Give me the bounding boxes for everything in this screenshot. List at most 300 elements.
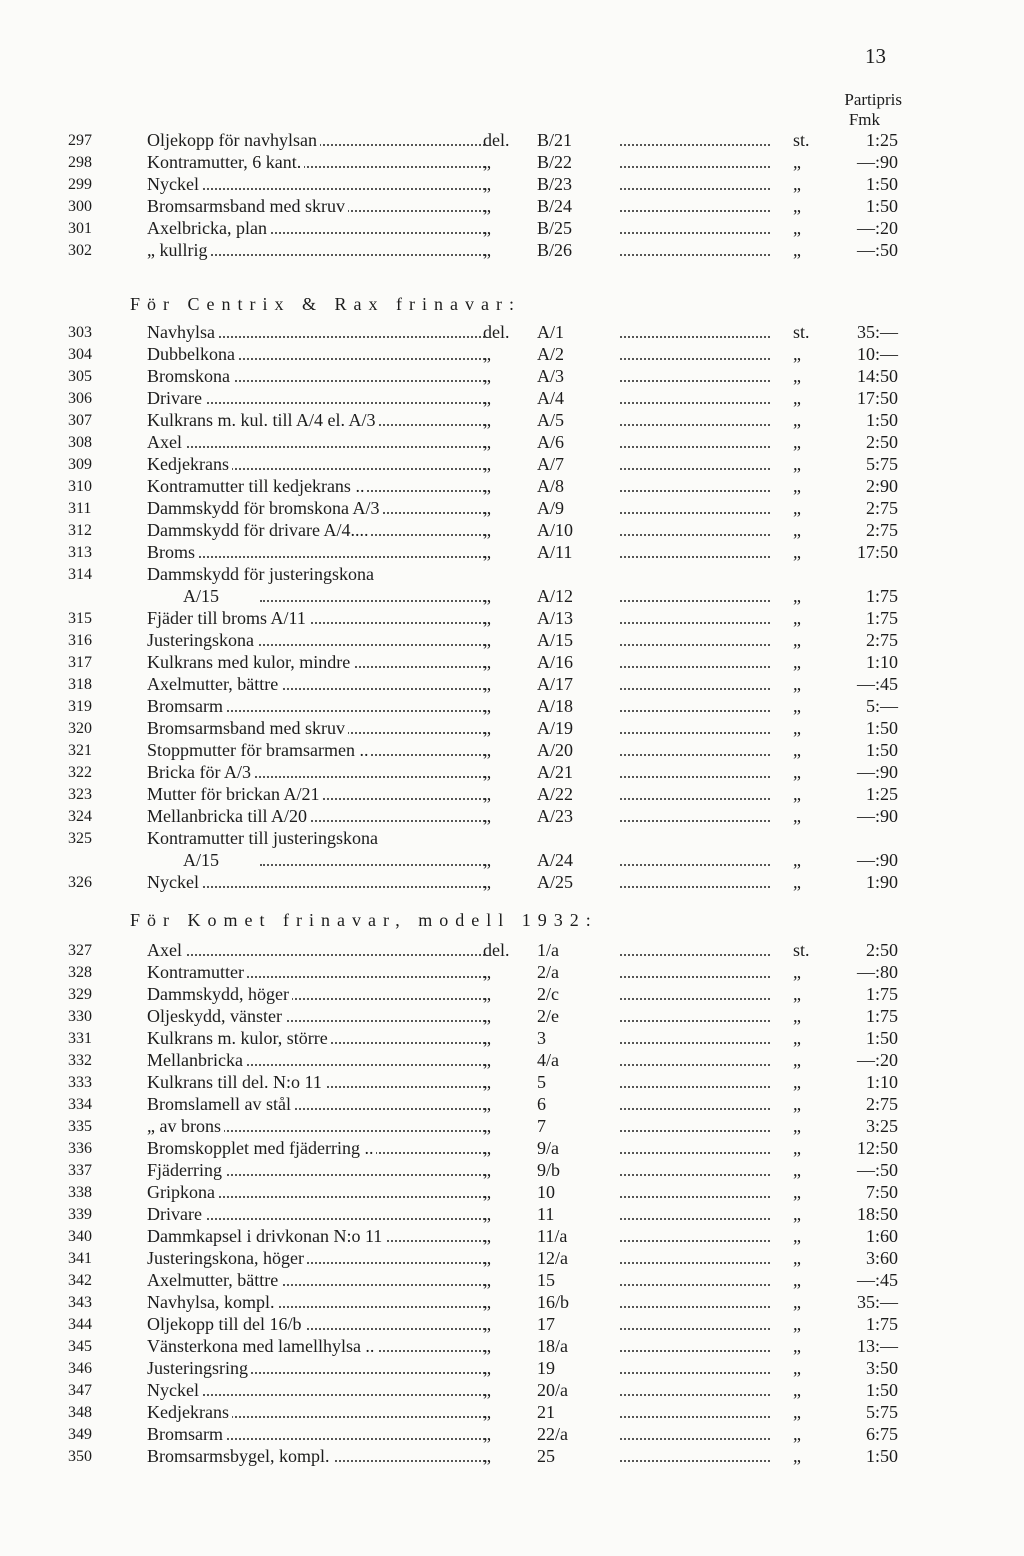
item-price: 1:50 xyxy=(865,196,898,216)
item-code: 19 xyxy=(537,1358,555,1378)
leader-dots xyxy=(620,622,770,624)
item-price: 7:50 xyxy=(865,1182,898,1202)
item-name: Bromsarm xyxy=(147,1424,226,1444)
item-name: Vänsterkona med lamellhylsa .. xyxy=(147,1336,377,1356)
leader-dots xyxy=(620,1218,770,1220)
item-quantity-unit: „ xyxy=(793,498,801,518)
item-name: Kedjekrans xyxy=(147,1402,232,1422)
item-code: A/7 xyxy=(537,454,564,474)
price-row xyxy=(0,152,1024,174)
leader-dots xyxy=(620,232,770,234)
item-name: Nyckel xyxy=(147,1380,202,1400)
price-row xyxy=(0,1028,1024,1050)
item-price: 3:50 xyxy=(865,1358,898,1378)
item-price: 10:— xyxy=(856,344,898,364)
price-row xyxy=(0,740,1024,762)
item-price: —:20 xyxy=(856,218,898,238)
item-name-cell xyxy=(147,322,487,343)
item-number: 345 xyxy=(68,1338,92,1355)
item-unit: „ xyxy=(483,520,491,540)
item-number: 318 xyxy=(68,676,92,693)
leader-dots xyxy=(620,1240,770,1242)
item-name-cell xyxy=(147,218,487,239)
price-row xyxy=(0,1446,1024,1468)
item-number: 346 xyxy=(68,1360,92,1377)
item-name-cell xyxy=(147,630,487,651)
item-number: 321 xyxy=(68,742,92,759)
item-number: 350 xyxy=(68,1448,92,1465)
item-name-cell xyxy=(147,696,487,717)
item-unit: del. xyxy=(483,940,510,960)
leader-dots xyxy=(620,188,770,190)
price-row xyxy=(0,1248,1024,1270)
item-number: 307 xyxy=(68,412,92,429)
item-unit: „ xyxy=(483,174,491,194)
leader-dots xyxy=(620,1460,770,1462)
price-row xyxy=(0,388,1024,410)
item-name: Axelmutter, bättre xyxy=(147,1270,281,1290)
item-number: 340 xyxy=(68,1228,92,1245)
item-name: Axel xyxy=(147,940,185,960)
item-name-cell xyxy=(147,410,487,431)
item-quantity-unit: „ xyxy=(793,1336,801,1356)
leader-dots xyxy=(620,1064,770,1066)
item-number: 341 xyxy=(68,1250,92,1267)
item-price: —:50 xyxy=(856,240,898,260)
leader-dots xyxy=(620,556,770,558)
item-unit: „ xyxy=(483,196,491,216)
item-quantity-unit: „ xyxy=(793,630,801,650)
leader-dots xyxy=(620,1196,770,1198)
item-number: 299 xyxy=(68,176,92,193)
price-row xyxy=(0,828,1024,850)
item-price: 3:60 xyxy=(865,1248,898,1268)
item-price: —:45 xyxy=(856,674,898,694)
item-name: Justeringskona, höger xyxy=(147,1248,307,1268)
item-quantity-unit: „ xyxy=(793,962,801,982)
item-quantity-unit: „ xyxy=(793,850,801,870)
item-unit: „ xyxy=(483,152,491,172)
leader-dots xyxy=(620,976,770,978)
item-code: B/25 xyxy=(537,218,573,238)
item-unit: „ xyxy=(483,1226,491,1246)
item-unit: „ xyxy=(483,1358,491,1378)
price-row xyxy=(0,962,1024,984)
item-unit: „ xyxy=(483,1006,491,1026)
item-name: Dammskydd, höger xyxy=(147,984,292,1004)
item-price: —:80 xyxy=(856,962,898,982)
item-unit: „ xyxy=(483,410,491,430)
item-name-cell xyxy=(147,1094,487,1115)
item-name: Kontramutter xyxy=(147,962,247,982)
item-quantity-unit: „ xyxy=(793,1380,801,1400)
item-price: 14:50 xyxy=(856,366,898,386)
item-unit: „ xyxy=(483,1204,491,1224)
item-name: Justeringsring xyxy=(147,1358,251,1378)
item-number: 311 xyxy=(68,500,92,517)
item-code: 2/c xyxy=(537,984,559,1004)
item-name: Mutter för brickan A/21 xyxy=(147,784,322,804)
item-name: Axelbricka, plan xyxy=(147,218,270,238)
leader-dots xyxy=(620,512,770,514)
price-row xyxy=(0,718,1024,740)
item-code: 18/a xyxy=(537,1336,568,1356)
item-code: B/24 xyxy=(537,196,573,216)
item-code: 1/a xyxy=(537,940,559,960)
leader-dots xyxy=(620,424,770,426)
item-name-cell xyxy=(147,498,487,519)
item-name-cell xyxy=(147,1292,487,1313)
item-code: A/19 xyxy=(537,718,573,738)
leader-dots xyxy=(620,820,770,822)
item-quantity-unit: „ xyxy=(793,1226,801,1246)
item-price: 12:50 xyxy=(856,1138,898,1158)
item-code: A/17 xyxy=(537,674,573,694)
item-name-cell xyxy=(147,1424,487,1445)
item-unit: „ xyxy=(483,984,491,1004)
item-name: Bromslamell av stål xyxy=(147,1094,294,1114)
item-price: 35:— xyxy=(856,322,898,342)
item-unit: „ xyxy=(483,1270,491,1290)
item-quantity-unit: „ xyxy=(793,432,801,452)
item-code: 16/b xyxy=(537,1292,570,1312)
leader-dots xyxy=(620,210,770,212)
price-row xyxy=(0,1402,1024,1424)
item-name-cell xyxy=(147,1204,487,1225)
item-price: 1:60 xyxy=(865,1226,898,1246)
item-quantity-unit: „ xyxy=(793,1006,801,1026)
price-row xyxy=(0,1336,1024,1358)
item-code: A/24 xyxy=(537,850,573,870)
item-name: Kulkrans till del. N:o 11 xyxy=(147,1072,325,1092)
item-unit: „ xyxy=(483,696,491,716)
item-price: 1:10 xyxy=(865,652,898,672)
price-row xyxy=(0,1094,1024,1116)
item-price: 2:75 xyxy=(865,1094,898,1114)
price-row xyxy=(0,476,1024,498)
item-code: A/5 xyxy=(537,410,564,430)
item-unit: „ xyxy=(483,1094,491,1114)
item-unit: „ xyxy=(483,652,491,672)
item-name: Oljekopp till del 16/b xyxy=(147,1314,305,1334)
item-number: 335 xyxy=(68,1118,92,1135)
item-price: 1:50 xyxy=(865,1380,898,1400)
price-row xyxy=(0,1358,1024,1380)
item-name: Bromsarmsbygel, kompl. xyxy=(147,1446,333,1466)
item-unit: „ xyxy=(483,872,491,892)
price-row xyxy=(0,1050,1024,1072)
item-unit: „ xyxy=(483,784,491,804)
item-code: 7 xyxy=(537,1116,546,1136)
item-unit: „ xyxy=(483,740,491,760)
item-code: B/26 xyxy=(537,240,573,260)
price-row xyxy=(0,454,1024,476)
item-name: Gripkona xyxy=(147,1182,218,1202)
item-number: 310 xyxy=(68,478,92,495)
item-name: Nyckel xyxy=(147,872,202,892)
item-number: 301 xyxy=(68,220,92,237)
item-code: A/2 xyxy=(537,344,564,364)
item-price: —:90 xyxy=(856,152,898,172)
item-unit: „ xyxy=(483,476,491,496)
item-code: 17 xyxy=(537,1314,555,1334)
item-name: Kulkrans m. kulor, större xyxy=(147,1028,331,1048)
item-unit: „ xyxy=(483,1072,491,1092)
item-quantity-unit: „ xyxy=(793,696,801,716)
leader-dots xyxy=(620,688,770,690)
item-price: 13:— xyxy=(856,1336,898,1356)
item-price: 6:75 xyxy=(865,1424,898,1444)
price-list-group-2 xyxy=(0,322,1024,894)
leader-dots xyxy=(620,864,770,866)
item-unit: „ xyxy=(483,1050,491,1070)
item-quantity-unit: „ xyxy=(793,1446,801,1466)
item-name: Mellanbricka xyxy=(147,1050,246,1070)
item-code: 2/a xyxy=(537,962,559,982)
item-unit: „ xyxy=(483,1292,491,1312)
item-number: 327 xyxy=(68,942,92,959)
item-unit: „ xyxy=(483,1182,491,1202)
currency-header: Fmk xyxy=(848,110,880,129)
item-quantity-unit: „ xyxy=(793,1270,801,1290)
leader-dots xyxy=(620,1306,770,1308)
item-number: 337 xyxy=(68,1162,92,1179)
item-code: A/8 xyxy=(537,476,564,496)
item-name-cell xyxy=(147,196,487,217)
item-name: Dammskydd för bromskona A/3 xyxy=(147,498,382,518)
item-unit: „ xyxy=(483,762,491,782)
item-name-cell xyxy=(147,454,487,475)
item-code: A/1 xyxy=(537,322,564,342)
item-quantity-unit: „ xyxy=(793,1402,801,1422)
leader-dots xyxy=(620,1020,770,1022)
item-name-cell xyxy=(147,476,487,497)
price-row xyxy=(0,674,1024,696)
item-code: 11 xyxy=(537,1204,555,1224)
item-unit: „ xyxy=(483,240,491,260)
item-number: 338 xyxy=(68,1184,92,1201)
item-code: A/18 xyxy=(537,696,573,716)
price-row xyxy=(0,1204,1024,1226)
item-name-cell xyxy=(147,940,487,961)
item-quantity-unit: „ xyxy=(793,1094,801,1114)
item-name-cell xyxy=(147,1006,487,1027)
item-code: A/25 xyxy=(537,872,573,892)
item-number: 317 xyxy=(68,654,92,671)
leader-dots xyxy=(620,666,770,668)
price-row xyxy=(0,410,1024,432)
item-code: B/23 xyxy=(537,174,573,194)
item-price: 5:— xyxy=(865,696,898,716)
item-name: Oljekopp för navhylsan xyxy=(147,130,320,150)
item-name-cell xyxy=(147,652,487,673)
item-name-cell xyxy=(147,872,487,893)
item-price: 1:75 xyxy=(865,608,898,628)
price-row xyxy=(0,498,1024,520)
price-row xyxy=(0,1006,1024,1028)
item-name: Bromsarmsband med skruv xyxy=(147,718,348,738)
item-code: A/16 xyxy=(537,652,573,672)
item-name-cell xyxy=(147,1358,487,1379)
item-name: Dammskydd för drivare A/4.... xyxy=(147,520,371,540)
item-price: —:90 xyxy=(856,762,898,782)
item-name: Mellanbricka till A/20 xyxy=(147,806,310,826)
leader-dots xyxy=(620,798,770,800)
item-number: 314 xyxy=(68,566,92,583)
item-quantity-unit: „ xyxy=(793,1160,801,1180)
price-row xyxy=(0,984,1024,1006)
item-unit: „ xyxy=(483,1336,491,1356)
leader-dots xyxy=(620,1262,770,1264)
leader-dots xyxy=(620,144,770,146)
item-quantity-unit: „ xyxy=(793,454,801,474)
item-price: 1:50 xyxy=(865,174,898,194)
item-quantity-unit: „ xyxy=(793,344,801,364)
item-price: 1:50 xyxy=(865,1028,898,1048)
item-number: 312 xyxy=(68,522,92,539)
item-unit: „ xyxy=(483,1028,491,1048)
item-unit: „ xyxy=(483,366,491,386)
item-price: 1:75 xyxy=(865,586,898,606)
item-quantity-unit: „ xyxy=(793,652,801,672)
item-name: Fjäderring xyxy=(147,1160,225,1180)
item-code: A/15 xyxy=(537,630,573,650)
item-quantity-unit: „ xyxy=(793,806,801,826)
leader-dots xyxy=(620,380,770,382)
item-number: 298 xyxy=(68,154,92,171)
item-unit: „ xyxy=(483,718,491,738)
price-row xyxy=(0,322,1024,344)
price-row xyxy=(0,850,1024,872)
item-code: 3 xyxy=(537,1028,546,1048)
item-price: 17:50 xyxy=(856,542,898,562)
item-quantity-unit: „ xyxy=(793,984,801,1004)
price-row xyxy=(0,1270,1024,1292)
price-row xyxy=(0,762,1024,784)
item-code: B/21 xyxy=(537,130,573,150)
section-title-komet: För Komet frinavar, modell 1932: xyxy=(130,910,598,930)
leader-dots xyxy=(620,710,770,712)
item-quantity-unit: st. xyxy=(793,322,810,342)
item-name: Navhylsa xyxy=(147,322,218,342)
item-unit: „ xyxy=(483,608,491,628)
price-row xyxy=(0,240,1024,262)
item-quantity-unit: „ xyxy=(793,1292,801,1312)
item-quantity-unit: „ xyxy=(793,174,801,194)
item-name: Drivare xyxy=(147,388,205,408)
item-number: 309 xyxy=(68,456,92,473)
item-name-cell xyxy=(147,542,487,563)
item-number: 319 xyxy=(68,698,92,715)
item-price: 2:75 xyxy=(865,498,898,518)
item-unit: „ xyxy=(483,586,491,606)
price-row xyxy=(0,608,1024,630)
item-quantity-unit: „ xyxy=(793,218,801,238)
price-row xyxy=(0,520,1024,542)
item-name-cell xyxy=(147,1182,487,1203)
item-number: 330 xyxy=(68,1008,92,1025)
item-price: 1:25 xyxy=(865,784,898,804)
item-quantity-unit: „ xyxy=(793,388,801,408)
item-number: 313 xyxy=(68,544,92,561)
item-quantity-unit: „ xyxy=(793,240,801,260)
item-unit: „ xyxy=(483,1402,491,1422)
item-name: Dubbelkona xyxy=(147,344,238,364)
leader-dots xyxy=(620,754,770,756)
item-name-cell xyxy=(147,1402,487,1423)
item-name: Nyckel xyxy=(147,174,202,194)
section-title-centrix-rax: För Centrix & Rax frinavar: xyxy=(130,294,521,314)
item-name: A/15 xyxy=(183,586,222,606)
item-code: A/12 xyxy=(537,586,573,606)
price-row xyxy=(0,586,1024,608)
price-row xyxy=(0,1182,1024,1204)
item-code: A/4 xyxy=(537,388,564,408)
item-name-cell xyxy=(147,1116,487,1137)
item-quantity-unit: „ xyxy=(793,1072,801,1092)
leader-dots xyxy=(620,446,770,448)
item-name-cell xyxy=(147,564,487,585)
leader-dots xyxy=(620,1350,770,1352)
item-name-cell xyxy=(147,152,487,173)
leader-dots xyxy=(620,1284,770,1286)
item-name-cell xyxy=(147,130,487,151)
item-quantity-unit: st. xyxy=(793,130,810,150)
item-unit: „ xyxy=(483,1446,491,1466)
item-unit: „ xyxy=(483,1248,491,1268)
leader-dots xyxy=(620,1394,770,1396)
item-name: Kontramutter till justeringskona xyxy=(147,828,381,848)
item-name: Navhylsa, kompl. xyxy=(147,1292,278,1312)
item-unit: „ xyxy=(483,962,491,982)
item-code: 9/b xyxy=(537,1160,561,1180)
item-price: —:45 xyxy=(856,1270,898,1290)
item-number: 344 xyxy=(68,1316,92,1333)
item-name: A/15 xyxy=(183,850,222,870)
item-quantity-unit: „ xyxy=(793,410,801,430)
item-name-cell xyxy=(147,1226,487,1247)
price-row xyxy=(0,432,1024,454)
price-row xyxy=(0,1226,1024,1248)
price-row xyxy=(0,940,1024,962)
item-price: 1:90 xyxy=(865,872,898,892)
item-number: 323 xyxy=(68,786,92,803)
item-quantity-unit: „ xyxy=(793,608,801,628)
item-price: 18:50 xyxy=(856,1204,898,1224)
price-row xyxy=(0,366,1024,388)
item-number: 349 xyxy=(68,1426,92,1443)
item-name: Stoppmutter för bramsarmen .. xyxy=(147,740,371,760)
item-name-cell xyxy=(147,718,487,739)
item-price: —:50 xyxy=(856,1160,898,1180)
item-price: 2:75 xyxy=(865,520,898,540)
price-row xyxy=(0,1116,1024,1138)
item-quantity-unit: „ xyxy=(793,542,801,562)
price-row xyxy=(0,1314,1024,1336)
item-quantity-unit: „ xyxy=(793,718,801,738)
item-unit: „ xyxy=(483,674,491,694)
item-number: 343 xyxy=(68,1294,92,1311)
item-name-cell xyxy=(147,432,487,453)
item-name-cell xyxy=(147,784,487,805)
item-unit: „ xyxy=(483,498,491,518)
item-number: 339 xyxy=(68,1206,92,1223)
item-code: A/21 xyxy=(537,762,573,782)
item-name: Broms xyxy=(147,542,198,562)
item-number: 347 xyxy=(68,1382,92,1399)
item-number: 316 xyxy=(68,632,92,649)
item-unit: „ xyxy=(483,542,491,562)
